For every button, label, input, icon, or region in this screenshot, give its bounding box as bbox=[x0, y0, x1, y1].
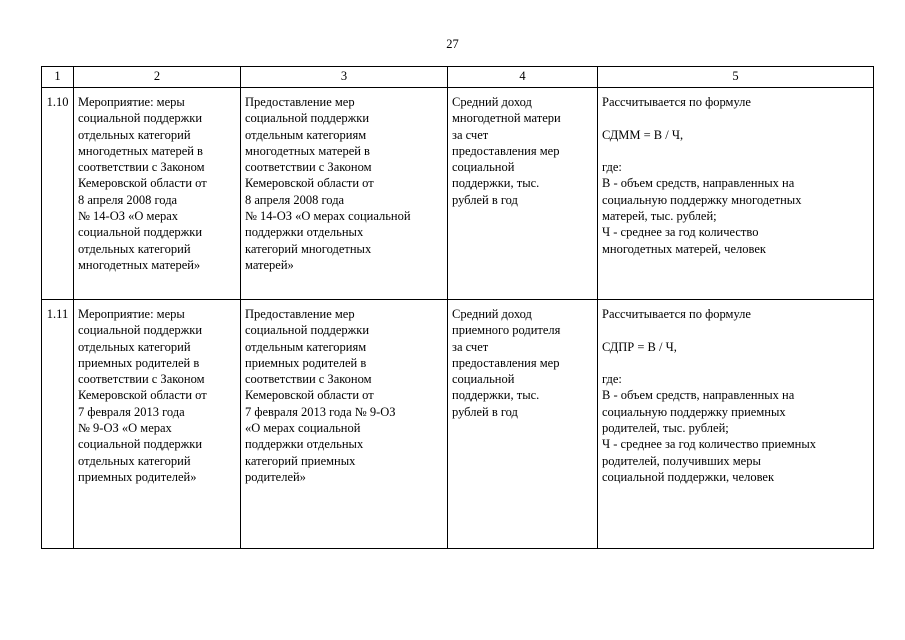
cell-text-line: многодетной матери bbox=[452, 111, 561, 126]
cell-text-line: отдельных категорий bbox=[78, 127, 191, 142]
cell-text-line: родителей, тыс. рублей; bbox=[602, 421, 729, 436]
cell-text-line: соответствии с Законом bbox=[78, 160, 205, 175]
cell-text-line: 7 февраля 2013 года bbox=[78, 404, 185, 419]
cell-text-line: предоставления мер bbox=[452, 143, 560, 158]
cell-text-line: Предоставление мер bbox=[245, 95, 355, 109]
cell-text-line: отдельных категорий bbox=[78, 339, 191, 354]
cell-text-line: приемного родителя bbox=[452, 323, 561, 338]
indicators-table bbox=[41, 66, 874, 549]
cell-text-line: Ч - среднее за год количество приемных bbox=[602, 437, 817, 452]
cell-text-line: приемных родителей в bbox=[245, 355, 367, 370]
cell-text-line: многодетных матерей» bbox=[78, 257, 201, 272]
cell-text-line: социальной поддержки bbox=[78, 323, 203, 338]
cell-text-line: рублей в год bbox=[452, 192, 518, 207]
cell-text-line: социальной поддержки bbox=[245, 323, 370, 338]
column-header: 5 bbox=[598, 67, 874, 88]
cell-text-line: социальную поддержку многодетных bbox=[602, 192, 802, 207]
formula-where: где: bbox=[602, 372, 622, 387]
cell-text-line: Средний доход bbox=[452, 95, 532, 109]
cell-text-line: соответствии с Законом bbox=[245, 160, 372, 175]
cell-text-line: рублей в год bbox=[452, 404, 518, 419]
cell-text-line: Кемеровской области от bbox=[245, 176, 374, 191]
cell-text-line: Предоставление мер bbox=[245, 307, 355, 321]
cell-text-line: социальной поддержки, человек bbox=[602, 469, 775, 484]
row-number: 1.11 bbox=[42, 300, 74, 549]
cell-text-line: поддержки отдельных bbox=[245, 437, 364, 452]
formula-definitions bbox=[602, 387, 869, 485]
cell-text-line: Кемеровской области от bbox=[78, 176, 207, 191]
cell-text-line: соответствии с Законом bbox=[78, 372, 205, 387]
cell-text-line: предоставления мер bbox=[452, 355, 560, 370]
cell-text-line: социальной поддержки bbox=[78, 111, 203, 126]
table-header-row bbox=[42, 67, 874, 88]
cell-text-line: В - объем средств, направленных на bbox=[602, 388, 795, 403]
cell-text-line: поддержки, тыс. bbox=[452, 388, 540, 403]
table-row bbox=[42, 300, 874, 549]
cell-text-line: Средний доход bbox=[452, 307, 532, 321]
cell-text-line: многодетных матерей в bbox=[245, 143, 370, 158]
cell-text-line: № 9-ОЗ «О мерах bbox=[78, 421, 172, 436]
formula-cell bbox=[598, 300, 874, 549]
row-number: 1.10 bbox=[42, 88, 74, 300]
cell-text-line: родителей» bbox=[245, 469, 306, 484]
cell-text-line: Кемеровской области от bbox=[245, 388, 374, 403]
cell-text-line: отдельных категорий bbox=[78, 241, 191, 256]
cell-text-line: поддержки отдельных bbox=[245, 225, 364, 240]
table-row bbox=[42, 88, 874, 300]
cell-text-line: социальной поддержки bbox=[245, 111, 370, 126]
event-cell bbox=[74, 88, 241, 300]
cell-text-line: «О мерах социальной bbox=[245, 421, 361, 436]
cell-text-line: № 14-ОЗ «О мерах bbox=[78, 209, 179, 224]
indicator-cell bbox=[448, 88, 598, 300]
cell-text-line: за счет bbox=[452, 127, 489, 142]
cell-text-line: Кемеровской области от bbox=[78, 388, 207, 403]
cell-text-line: матерей» bbox=[245, 257, 294, 272]
formula-cell bbox=[598, 88, 874, 300]
cell-text-line: за счет bbox=[452, 339, 489, 354]
column-header: 1 bbox=[42, 67, 74, 88]
cell-text-line: многодетных матерей в bbox=[78, 143, 203, 158]
cell-text-line: категорий многодетных bbox=[245, 241, 372, 256]
cell-text-line: многодетных матерей, человек bbox=[602, 241, 766, 256]
cell-text-line: социальной bbox=[452, 372, 515, 387]
formula-definitions bbox=[602, 175, 869, 256]
page-number: 27 bbox=[446, 37, 459, 51]
cell-text-line: поддержки, тыс. bbox=[452, 176, 540, 191]
cell-text-line: соответствии с Законом bbox=[245, 372, 372, 387]
indicator-cell bbox=[448, 300, 598, 549]
formula-intro: Рассчитывается по формуле bbox=[602, 307, 751, 321]
column-header: 2 bbox=[74, 67, 241, 88]
cell-text-line: приемных родителей в bbox=[78, 355, 200, 370]
cell-text-line: отдельным категориям bbox=[245, 127, 367, 142]
cell-text-line: 8 апреля 2008 года bbox=[245, 192, 345, 207]
measure-cell bbox=[241, 300, 448, 549]
cell-text-line: В - объем средств, направленных на bbox=[602, 176, 795, 191]
cell-text-line: социальной bbox=[452, 160, 515, 175]
cell-text-line: категорий приемных bbox=[245, 453, 356, 468]
column-header: 3 bbox=[241, 67, 448, 88]
cell-text-line: отдельных категорий bbox=[78, 453, 191, 468]
formula: СДММ = В / Ч, bbox=[602, 127, 684, 142]
cell-text-line: приемных родителей» bbox=[78, 469, 197, 484]
cell-text-line: Мероприятие: меры bbox=[78, 95, 185, 109]
formula-intro: Рассчитывается по формуле bbox=[602, 95, 751, 109]
cell-text-line: социальную поддержку приемных bbox=[602, 404, 786, 419]
cell-text-line: отдельным категориям bbox=[245, 339, 367, 354]
cell-text-line: матерей, тыс. рублей; bbox=[602, 209, 717, 224]
measure-cell bbox=[241, 88, 448, 300]
formula: СДПР = В / Ч, bbox=[602, 339, 677, 354]
cell-text-line: социальной поддержки bbox=[78, 437, 203, 452]
formula-where: где: bbox=[602, 160, 622, 175]
cell-text-line: социальной поддержки bbox=[78, 225, 203, 240]
cell-text-line: № 14-ОЗ «О мерах социальной bbox=[245, 209, 411, 224]
cell-text-line: 7 февраля 2013 года № 9-ОЗ bbox=[245, 404, 396, 419]
cell-text-line: 8 апреля 2008 года bbox=[78, 192, 178, 207]
cell-text-line: Мероприятие: меры bbox=[78, 307, 185, 321]
column-header: 4 bbox=[448, 67, 598, 88]
event-cell bbox=[74, 300, 241, 549]
cell-text-line: Ч - среднее за год количество bbox=[602, 225, 759, 240]
cell-text-line: родителей, получивших меры bbox=[602, 453, 761, 468]
